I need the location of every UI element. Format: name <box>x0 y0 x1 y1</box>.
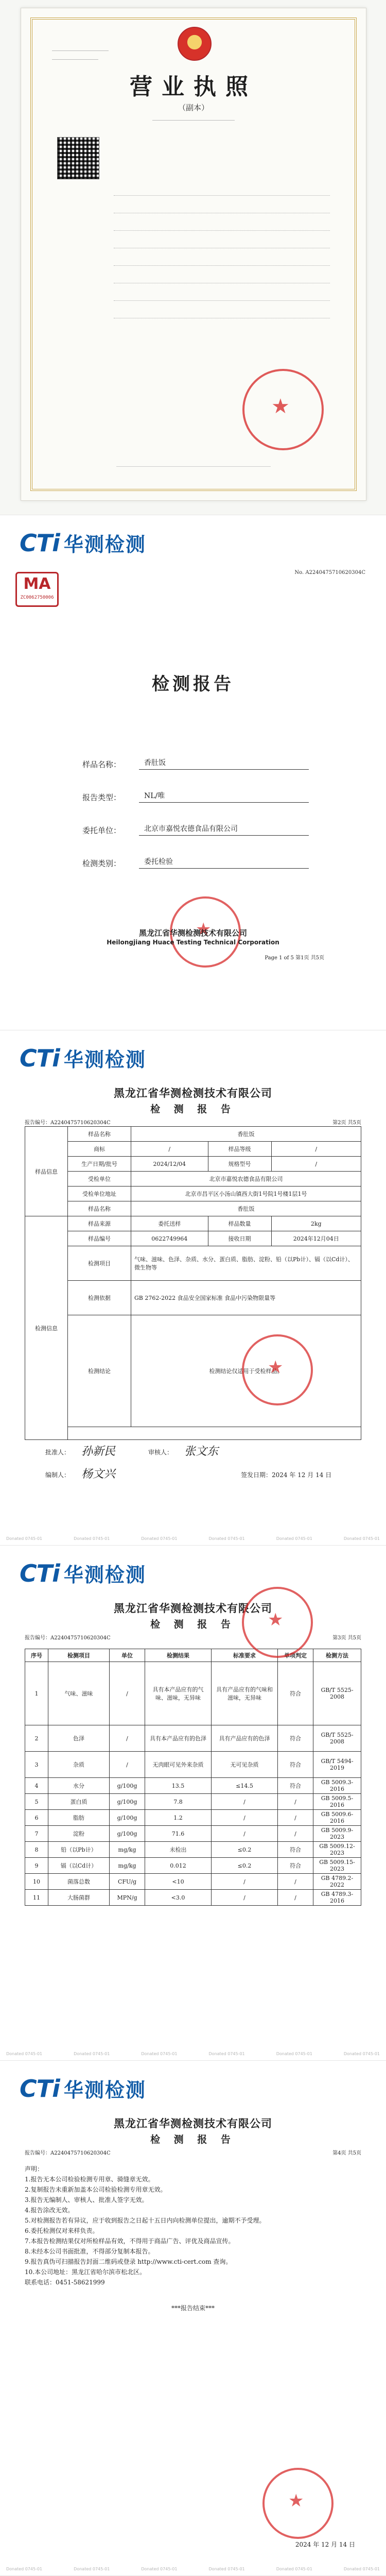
table-row <box>25 1246 361 1281</box>
watermark-row <box>0 1536 386 1541</box>
note-line: 7.本报告检测结果仅对所检样品有效，不得用于商品广告、评优及商品宣传。 <box>25 2238 235 2245</box>
notes-date: 2024 年 12 月 14 日 <box>295 2541 355 2548</box>
cell-value: / <box>278 1810 313 1826</box>
report-title: 检 测 报 告 <box>150 1104 236 1115</box>
table-row <box>25 1858 361 1874</box>
cover-page-number: Page 1 of 5 第1页 共5页 <box>265 955 324 961</box>
cell-value: 色泽 <box>48 1725 110 1752</box>
org-title: 黑龙江省华测检测技术有限公司 <box>114 1087 272 1099</box>
note-line: 4.报告涂改无效。 <box>25 2207 74 2214</box>
cell-label: 检测依据 <box>68 1281 131 1315</box>
cell-value: GB 5009.9-2023 <box>313 1826 361 1842</box>
cti-logo-latin: CTi <box>20 2075 60 2103</box>
table-row <box>25 1810 361 1826</box>
cell-label: 样品编号 <box>68 1231 131 1246</box>
cell-value: 香肚饭 <box>131 1201 361 1216</box>
cell-value: ≤0.2 <box>212 1842 278 1858</box>
licence-row <box>57 311 330 318</box>
cell-value: GB 5009.5-2016 <box>313 1794 361 1810</box>
cell-value: / <box>212 1874 278 1890</box>
cell-value: 具有本产品应有的色泽 <box>145 1725 212 1752</box>
field-value: 北京市嘉悦农德食品有限公司 <box>139 823 309 836</box>
report-title: 检 测 报 告 <box>150 2134 236 2145</box>
table-row <box>25 1752 361 1778</box>
licence-row <box>57 259 330 266</box>
table-header-row <box>25 1649 361 1662</box>
cell-value: 1.2 <box>145 1810 212 1826</box>
note-line: 1.报告无本公司检验检测专用章、骑缝章无效。 <box>25 2176 154 2183</box>
cover-report-number: No. A2240475710620304C <box>294 570 365 575</box>
table-row <box>25 1826 361 1842</box>
field-label: 报告类型： <box>82 793 121 802</box>
cover-field-sample-name <box>82 737 309 770</box>
watermark-text: Donated 0745-01 <box>208 2567 245 2571</box>
cell-value: GB 2762-2022 食品安全国家标准 食品中污染物限量等 <box>131 1281 361 1315</box>
cell-value: GB/T 5525-2008 <box>313 1662 361 1725</box>
cell-value: 2 <box>25 1725 48 1752</box>
review-signature: 张文东 <box>184 1445 219 1458</box>
cell-value: / <box>271 1157 361 1172</box>
licence-row <box>57 189 330 196</box>
watermark-text: Donated 0745-01 <box>6 2052 43 2056</box>
field-value: 委托检验 <box>139 856 309 869</box>
cell-value: 0622749964 <box>131 1231 208 1246</box>
cti-logo-latin: CTi <box>20 1560 60 1587</box>
licence-row <box>57 224 330 231</box>
cell-value: <3.0 <box>145 1890 212 1906</box>
cell-value: ≤14.5 <box>212 1778 278 1794</box>
section-label: 检测信息 <box>25 1216 68 1440</box>
page-number: 第2页 共5页 <box>332 1120 361 1126</box>
report-red-seal <box>262 2468 334 2539</box>
cell-value: GB/T 5494-2019 <box>313 1752 361 1778</box>
cti-logo <box>20 529 146 557</box>
cell-value: 11 <box>25 1890 48 1906</box>
watermark-text: Donated 0745-01 <box>208 1536 245 1541</box>
licence-subtitle: （副本） <box>178 103 209 112</box>
cell-value: CFU/g <box>110 1874 145 1890</box>
licence-fields <box>57 189 330 329</box>
table-row <box>25 1890 361 1906</box>
cell-value: GB 5009.12-2023 <box>313 1842 361 1858</box>
qr-code-icon <box>57 137 99 179</box>
report-number: 报告编号：A2240475710620304C <box>25 1635 111 1641</box>
licence-title: 营业执照 <box>130 74 257 100</box>
report-number: 报告编号：A2240475710620304C <box>25 1120 111 1126</box>
cell-value: / <box>212 1826 278 1842</box>
cell-value: 具有产品应有的色泽 <box>212 1725 278 1752</box>
sample-info-table <box>25 1126 361 1440</box>
cell-value: 蛋白质 <box>48 1794 110 1810</box>
cell-label: 样品等级 <box>208 1142 271 1157</box>
watermark-text: Donated 0745-01 <box>141 1536 178 1541</box>
cell-value: 香肚饭 <box>131 1127 361 1142</box>
cell-label: 样品名称 <box>68 1127 131 1142</box>
table-row <box>25 1427 361 1440</box>
licence-footer <box>57 462 330 468</box>
page-number: 第4页 共5页 <box>332 2150 361 2156</box>
cell-value: / <box>278 1890 313 1906</box>
cell-label: 商标 <box>68 1142 131 1157</box>
cell-value: GB 5009.15-2023 <box>313 1858 361 1874</box>
cell-label: 生产日期/批号 <box>68 1157 131 1172</box>
table-row <box>25 1778 361 1794</box>
report-end-mark: ***报告结束*** <box>171 2304 215 2312</box>
cell-value: / <box>271 1142 361 1157</box>
cma-mark-icon: MA <box>23 575 51 593</box>
empty-cell <box>68 1427 361 1440</box>
cell-value: 菌落总数 <box>48 1874 110 1890</box>
cell-value: / <box>212 1890 278 1906</box>
report-info-page <box>0 1030 386 1546</box>
note-line: 6.委托检测仅对来样负责。 <box>25 2227 99 2234</box>
cell-value: 气味、滋味、色泽、杂质、水分、蛋白质、脂肪、淀粉、铅（以Pb计）、镉（以Cd计）、微生物等 <box>131 1246 361 1281</box>
watermark-text: Donated 0745-01 <box>74 2567 110 2571</box>
cell-value: 杂质 <box>48 1752 110 1778</box>
cell-value: 符合 <box>278 1662 313 1725</box>
page-number: 第3页 共5页 <box>332 1635 361 1641</box>
licence-sheet <box>21 8 366 501</box>
cell-value: 水分 <box>48 1778 110 1794</box>
national-emblem-icon <box>178 27 212 61</box>
cell-value: 无肉眼可见外来杂质 <box>145 1752 212 1778</box>
report-cover-page <box>0 515 386 1030</box>
cell-value: mg/kg <box>110 1842 145 1858</box>
licence-row <box>57 206 330 213</box>
cell-value: 检测结论仅适用于受检样品。 <box>131 1315 361 1427</box>
cell-value: 具有本产品应有的气味、滋味，无异味 <box>145 1662 212 1725</box>
cti-logo-chinese: 华测检测 <box>63 1048 146 1071</box>
business-licence-page <box>0 0 386 515</box>
cell-value: 淀粉 <box>48 1826 110 1842</box>
table-row <box>25 1842 361 1858</box>
cell-value: 具有产品应有的气味和滋味，无异味 <box>212 1662 278 1725</box>
note-line: 9.报告真伪可扫描报告封面二维码或登录 http://www.cti-cert.com 查询。 <box>25 2258 232 2265</box>
cell-label: 规格型号 <box>208 1157 271 1172</box>
watermark-text: Donated 0745-01 <box>6 1536 43 1541</box>
watermark-text: Donated 0745-01 <box>74 2052 110 2056</box>
cell-value: 5 <box>25 1794 48 1810</box>
table-row <box>25 1127 361 1142</box>
cell-value: 符合 <box>278 1752 313 1778</box>
cell-value: 10 <box>25 1874 48 1890</box>
watermark-text: Donated 0745-01 <box>276 2052 312 2056</box>
cti-logo-chinese: 华测检测 <box>63 2079 146 2102</box>
cell-value: 符合 <box>278 1778 313 1794</box>
table-row <box>25 1187 361 1201</box>
cell-value: / <box>110 1662 145 1725</box>
cell-value: / <box>131 1142 208 1157</box>
watermark-text: Donated 0745-01 <box>276 1536 312 1541</box>
cell-value: 7 <box>25 1826 48 1842</box>
report-red-seal <box>242 1587 313 1658</box>
column-header: 单位 <box>110 1649 145 1662</box>
watermark-text: Donated 0745-01 <box>343 1536 380 1541</box>
cell-value: GB 5009.3-2016 <box>313 1778 361 1794</box>
cell-value: 委托送样 <box>131 1216 208 1231</box>
cell-value: GB/T 5525-2008 <box>313 1725 361 1752</box>
cell-value: / <box>212 1794 278 1810</box>
cell-label: 样品名称 <box>68 1201 131 1216</box>
org-title: 黑龙江省华测检测技术有限公司 <box>114 2117 272 2130</box>
cell-value: 大肠菌群 <box>48 1890 110 1906</box>
licence-red-seal <box>242 369 324 450</box>
compile-signature: 杨文兴 <box>81 1468 116 1481</box>
table-row <box>25 1725 361 1752</box>
licence-top-left-text <box>52 45 109 60</box>
column-header: 检测项目 <box>48 1649 110 1662</box>
cell-label: 检测项目 <box>68 1246 131 1281</box>
sign-date: 签发日期：2024 年 12 月 14 日 <box>241 1471 332 1479</box>
cell-value: GB 5009.6-2016 <box>313 1810 361 1826</box>
cell-value: g/100g <box>110 1794 145 1810</box>
field-value: NL/唯 <box>139 790 309 803</box>
cell-value: 脂肪 <box>48 1810 110 1826</box>
watermark-text: Donated 0745-01 <box>141 2052 178 2056</box>
cell-value: / <box>212 1810 278 1826</box>
cti-logo <box>20 1044 146 1072</box>
watermark-text: Donated 0745-01 <box>343 2052 380 2056</box>
watermark-text: Donated 0745-01 <box>276 2567 312 2571</box>
cell-value: 0.012 <box>145 1858 212 1874</box>
cell-value: / <box>278 1874 313 1890</box>
cell-value: 气味、滋味 <box>48 1662 110 1725</box>
report-results-page <box>0 1546 386 2061</box>
column-header: 检测结果 <box>145 1649 212 1662</box>
licence-number <box>21 115 366 122</box>
cell-value: g/100g <box>110 1810 145 1826</box>
field-label: 委托单位： <box>82 826 121 835</box>
cover-field-report-type <box>82 770 309 803</box>
cell-value: 3 <box>25 1752 48 1778</box>
cell-value: 13.5 <box>145 1778 212 1794</box>
cell-value: 2kg <box>271 1216 361 1231</box>
cell-value: GB 4789.3-2016 <box>313 1890 361 1906</box>
column-header: 序号 <box>25 1649 48 1662</box>
watermark-text: Donated 0745-01 <box>141 2567 178 2571</box>
cover-field-test-type <box>82 836 309 869</box>
cover-org-english: Heilongjiang Huace Testing Technical Corporation <box>107 939 279 946</box>
cti-logo-chinese: 华测检测 <box>63 533 146 556</box>
field-value: 香肚饭 <box>139 757 309 770</box>
cell-value: ≤0.2 <box>212 1858 278 1874</box>
table-row <box>25 1231 361 1246</box>
cell-value: 北京市嘉悦农德食品有限公司 <box>131 1172 361 1187</box>
cell-value: / <box>278 1794 313 1810</box>
cti-logo <box>20 1559 146 1587</box>
note-line: 5.对检测报告若有异议，应于收到报告之日起十五日内向检测单位提出，逾期不予受理。 <box>25 2217 266 2224</box>
cma-stamp-code: ZC0062750006 <box>20 595 54 600</box>
signature-row <box>25 1443 361 1489</box>
watermark-text: Donated 0745-01 <box>208 2052 245 2056</box>
note-line: 10.本公司地址：黑龙江省哈尔滨市松北区。 <box>25 2268 146 2276</box>
compile-label: 编制人： <box>45 1471 71 1479</box>
table-row <box>25 1172 361 1187</box>
field-label: 检测类别： <box>82 859 121 868</box>
cell-value: g/100g <box>110 1826 145 1842</box>
cell-value: 无可见杂质 <box>212 1752 278 1778</box>
org-title: 黑龙江省华测检测技术有限公司 <box>114 1602 272 1615</box>
cell-value: 2024/12/04 <box>131 1157 208 1172</box>
cell-value: 未检出 <box>145 1842 212 1858</box>
review-label: 审核人： <box>148 1449 173 1456</box>
cell-value: 符合 <box>278 1842 313 1858</box>
report-notes <box>25 2164 361 2313</box>
report-red-seal <box>242 1334 313 1405</box>
cell-value: g/100g <box>110 1778 145 1794</box>
licence-row <box>57 294 330 301</box>
watermark-row <box>0 2567 386 2571</box>
watermark-text: Donated 0745-01 <box>343 2567 380 2571</box>
cell-value: 4 <box>25 1778 48 1794</box>
cma-stamp <box>15 572 59 607</box>
cover-fields <box>82 737 309 869</box>
section-label: 样品信息 <box>25 1127 68 1216</box>
column-header: 单项判定 <box>278 1649 313 1662</box>
column-header: 检测方法 <box>313 1649 361 1662</box>
cell-label: 接收日期 <box>208 1231 271 1246</box>
cell-value: 铅（以Pb计） <box>48 1842 110 1858</box>
cell-value: 2024年12月04日 <box>271 1231 361 1246</box>
results-table <box>25 1649 361 1906</box>
cti-logo-chinese: 华测检测 <box>63 1564 146 1586</box>
cell-value: 镉（以Cd计） <box>48 1858 110 1874</box>
approve-label: 批准人： <box>45 1449 71 1456</box>
report-number: 报告编号：A2240475710620304C <box>25 2150 111 2156</box>
cell-label: 检测结论 <box>68 1315 131 1427</box>
table-row <box>25 1281 361 1315</box>
notes-header: 声明： <box>25 2165 44 2173</box>
cell-label: 受检单位 <box>68 1172 131 1187</box>
cell-value: 1 <box>25 1662 48 1725</box>
cti-logo-latin: CTi <box>20 529 60 557</box>
cell-value: 北京市昌平区小汤山镇西大街1号院1号楼1层1号 <box>131 1187 361 1201</box>
cell-value: 7.8 <box>145 1794 212 1810</box>
cell-value: MPN/g <box>110 1890 145 1906</box>
cell-value: / <box>110 1752 145 1778</box>
table-row <box>25 1157 361 1172</box>
cell-label: 样品数量 <box>208 1216 271 1231</box>
report-title: 检 测 报 告 <box>150 1619 236 1630</box>
note-line: 8.未经本公司书面批准，不得部分复制本报告。 <box>25 2248 154 2255</box>
cell-value: 符合 <box>278 1858 313 1874</box>
note-line: 3.报告无编制人、审核人、批准人签字无效。 <box>25 2196 148 2204</box>
cti-logo-latin: CTi <box>20 1044 60 1072</box>
cell-value: / <box>278 1826 313 1842</box>
field-label: 样品名称： <box>82 760 121 769</box>
table-row <box>25 1142 361 1157</box>
note-line: 联系电话：0451-58621999 <box>25 2279 105 2286</box>
note-line: 2.复制报告未重新加盖本公司检验检测专用章无效。 <box>25 2186 167 2193</box>
cell-value: mg/kg <box>110 1858 145 1874</box>
cell-value: / <box>110 1725 145 1752</box>
cover-title: 检测报告 <box>152 674 234 694</box>
table-row <box>25 1201 361 1216</box>
table-row <box>25 1216 361 1231</box>
report-notes-page <box>0 2061 386 2576</box>
column-header: 标准要求 <box>212 1649 278 1662</box>
cell-value: 71.6 <box>145 1826 212 1842</box>
table-row <box>25 1794 361 1810</box>
cell-label: 受检单位地址 <box>68 1187 131 1201</box>
cell-value: 8 <box>25 1842 48 1858</box>
watermark-text: Donated 0745-01 <box>6 2567 43 2571</box>
licence-row <box>57 241 330 248</box>
table-row <box>25 1874 361 1890</box>
cover-org-chinese: 黑龙江省华测检测技术有限公司 <box>138 928 247 938</box>
cover-field-client <box>82 803 309 836</box>
approve-signature: 孙新民 <box>81 1445 116 1458</box>
licence-row <box>57 276 330 283</box>
cell-value: 9 <box>25 1858 48 1874</box>
cell-label: 样品来源 <box>68 1216 131 1231</box>
cell-value: 符合 <box>278 1725 313 1752</box>
watermark-text: Donated 0745-01 <box>74 1536 110 1541</box>
cti-logo <box>20 2074 146 2103</box>
cell-value: 6 <box>25 1810 48 1826</box>
table-row <box>25 1662 361 1725</box>
cell-value: <10 <box>145 1874 212 1890</box>
cell-value: GB 4789.2-2022 <box>313 1874 361 1890</box>
watermark-row <box>0 2052 386 2056</box>
